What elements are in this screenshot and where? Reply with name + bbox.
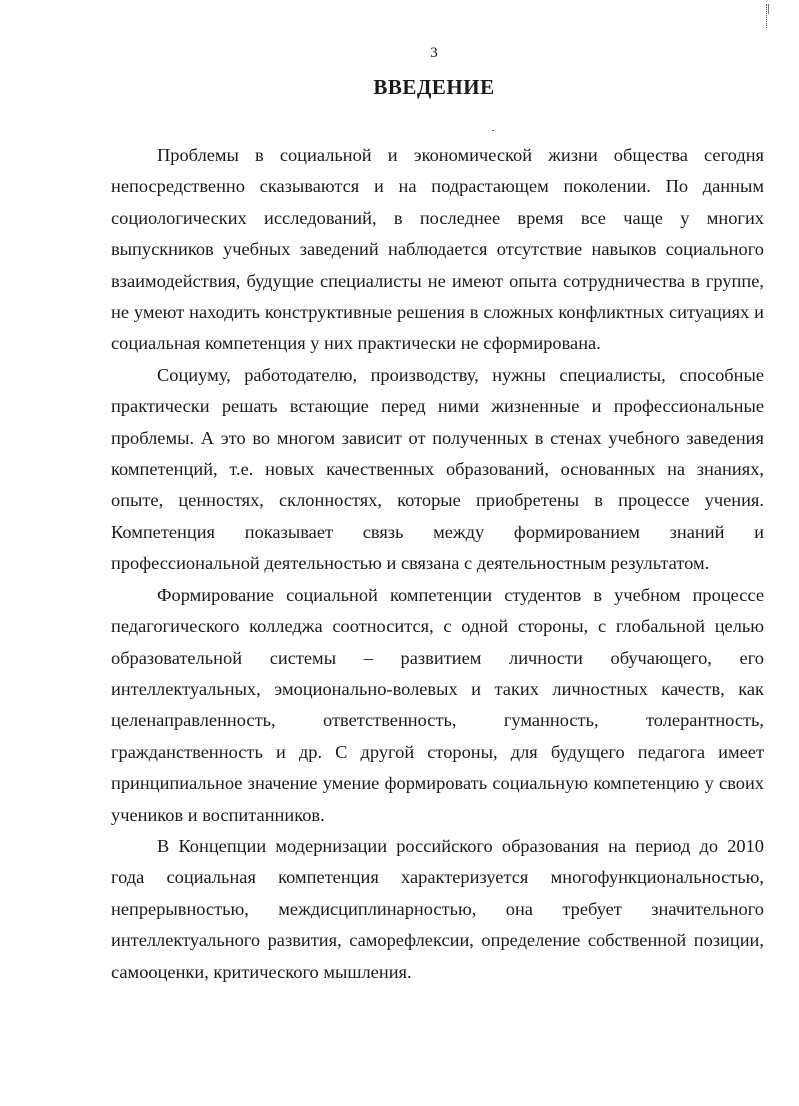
page-number: 3 bbox=[430, 45, 438, 61]
paragraph: Формирование социальной компетенции студентов в учебном процессе педагогического колледжа соотносится, с одной стороны, с глобальной целью образовательной системы – развитием личности обучающего, его интеллектуальных, эмоционально-волевых и таких личностных качеств, как целенаправленность, ответственность, гуманность, толерантность, гражданственность и др. С другой стороны, для будущего педагога имеет принципиальное значение умение формировать социальную компетенцию у своих учеников и воспитанников. bbox=[111, 584, 764, 825]
scan-margin-mark bbox=[768, 4, 771, 14]
body-text bbox=[111, 140, 764, 988]
scan-speck bbox=[492, 130, 494, 131]
paragraph: В Концепции модернизации российского образования на период до 2010 года социальная компетенция характеризуется многофункциональностью, непрерывностью, междисциплинарностью, она требует значительного интеллектуального развития, саморефлексии, определение собственной позиции, самооценки, критического мышления. bbox=[111, 835, 764, 982]
page-title: ВВЕДЕНИЕ bbox=[373, 75, 495, 99]
paragraph: Социуму, работодателю, производству, нужны специалисты, способные практически решать встающие перед ними жизненные и профессиональные проблемы. А это во многом зависит от полученных в стенах учебного заведения компетенций, т.е. новых качественных образований, основанных на знаниях, опыте, ценностях, склонностях, которые приобретены в процессе учения. Компетенция показывает связь между формированием знаний и профессиональной деятельностью и связана с деятельностным результатом. bbox=[111, 364, 764, 574]
paragraph: Проблемы в социальной и экономической жизни общества сегодня непосредственно сказываются и на подрастающем поколении. По данным социологических исследований, в последнее время все чаще у многих выпускников учебных заведений наблюдается отсутствие навыков социального взаимодействия, будущие специалисты не имеют опыта сотрудничества в группе, не умеют находить конструктивные решения в сложных конфликтных ситуациях и социальная компетенция у них практически не сформирована. bbox=[111, 145, 764, 354]
